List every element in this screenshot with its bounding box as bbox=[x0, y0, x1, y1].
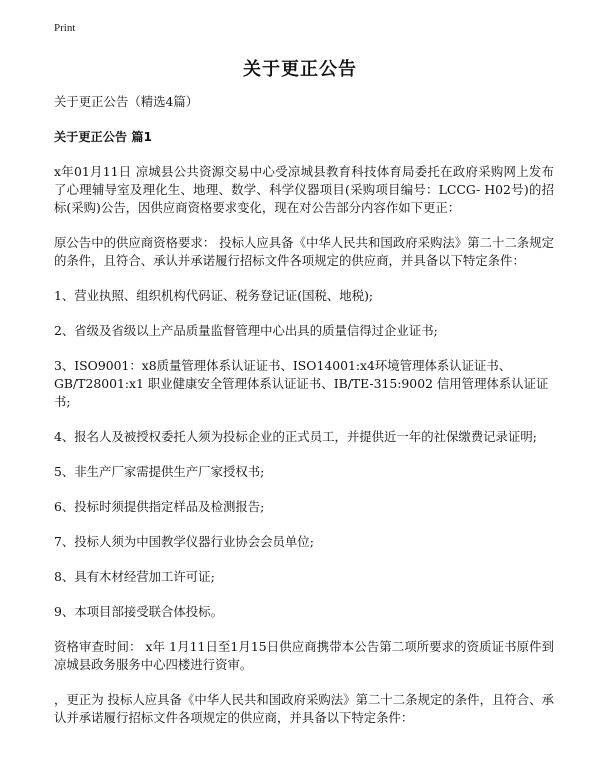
print-label: Print bbox=[54, 22, 76, 34]
requirement-item-5: 5、非生产厂家需提供生产厂家授权书; bbox=[54, 464, 265, 479]
requirement-item-4: 4、报名人及被授权委托人须为投标企业的正式员工，并提供近一年的社保缴费记录证明; bbox=[54, 429, 537, 444]
requirement-item-1: 1、营业执照、组织机构代码证、税务登记证(国税、地税); bbox=[54, 288, 374, 303]
requirement-item-8: 8、具有木材经营加工许可证; bbox=[54, 569, 215, 584]
requirement-item-2: 2、省级及省级以上产品质量监督管理中心出具的质量信得过企业证书; bbox=[54, 323, 438, 338]
correction-paragraph: ，更正为 投标人应具备《中华人民共和国政府采购法》第二十二条规定的条件，且符合、承认并承诺履行招标文件各项规定的供应商，并具备以下特定条件： bbox=[54, 692, 554, 725]
document-subtitle: 关于更正公告（精选4篇） bbox=[54, 94, 199, 109]
intro-paragraph: x年01月11日 凉城县公共资源交易中心受凉城县教育科技体育局委托在政府采购网上发布了心理辅导室及理化生、地理、数学、科学仪器项目(采购项目编号：LCCG- H02号)的招标(采购)公告，因供应商资格要求变化，现在对公告部分内容作如下更正： bbox=[54, 164, 554, 215]
requirement-item-6: 6、投标时须提供指定样品及检测报告; bbox=[54, 499, 265, 514]
document-title: 关于更正公告 bbox=[243, 59, 357, 80]
requirement-item-9: 9、本项目部接受联合体投标。 bbox=[54, 604, 223, 619]
document-body bbox=[54, 93, 554, 744]
requirement-item-3: 3、ISO9001：x8质量管理体系认证证书、ISO14001:x4环境管理体系认证证书、GB/T28001:x1 职业健康安全管理体系认证证书、IB/TE-315:9002 信用管理体系认证证书; bbox=[54, 358, 549, 409]
review-time-paragraph: 资格审查时间： x年 1月11日至1月15日供应商携带本公告第二项所要求的资质证书原件到凉城县政务服务中心四楼进行资审。 bbox=[54, 639, 554, 672]
requirement-item-7: 7、投标人须为中国教学仪器行业协会会员单位; bbox=[54, 534, 314, 549]
section-heading: 关于更正公告 篇1 bbox=[54, 130, 153, 144]
original-requirements-paragraph: 原公告中的供应商资格要求： 投标人应具备《中华人民共和国政府采购法》第二十二条规定的条件，且符合、承认并承诺履行招标文件各项规定的供应商，并具备以下特定条件： bbox=[54, 235, 554, 268]
